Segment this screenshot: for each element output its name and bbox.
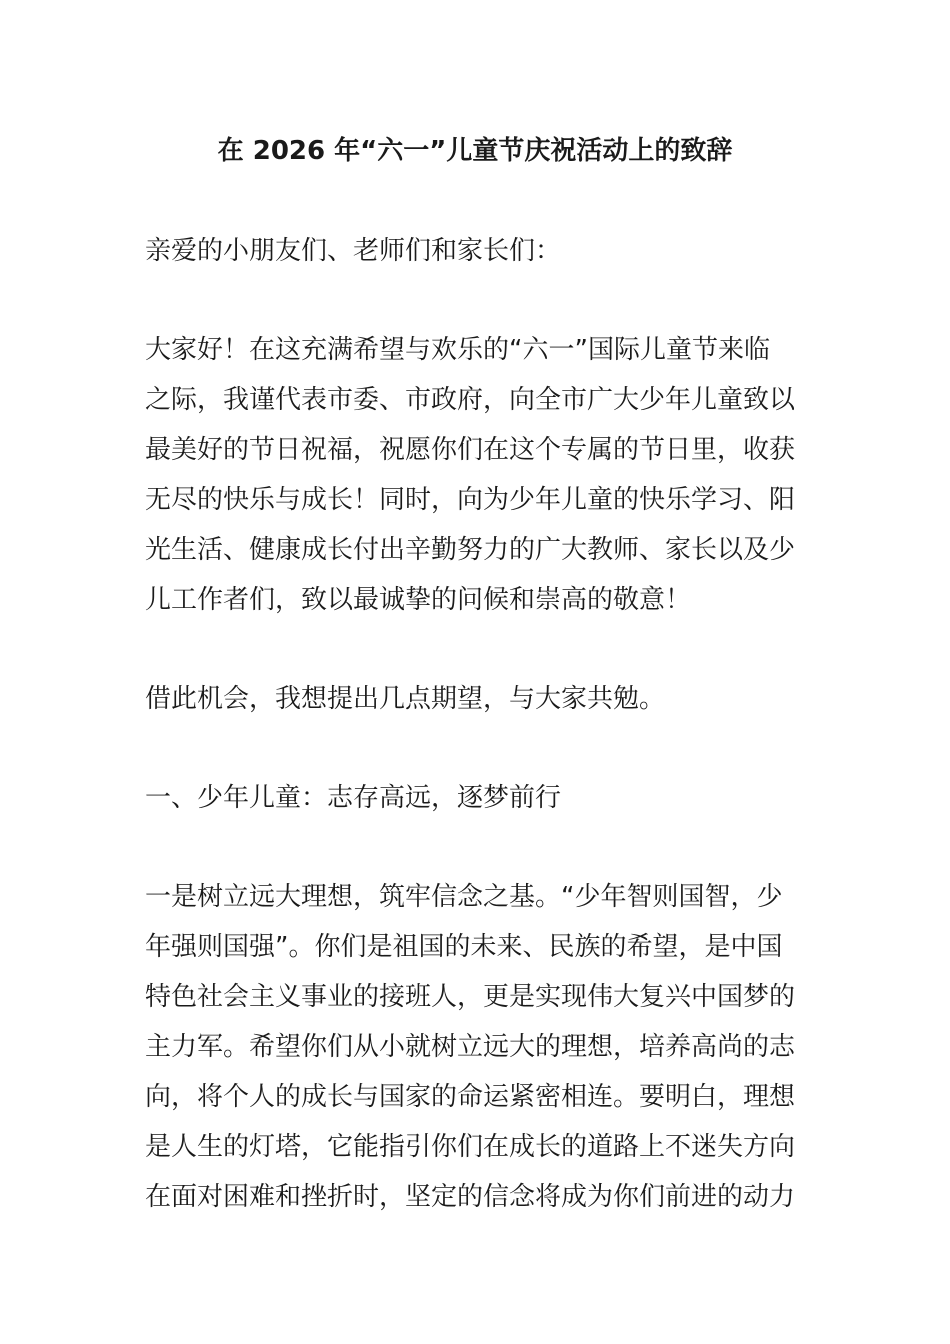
salutation	[145, 226, 807, 276]
intro-paragraph	[145, 674, 807, 724]
section-heading	[145, 773, 807, 823]
document-title: 在 2026 年“六一”儿童节庆祝活动上的致辞	[217, 136, 733, 166]
point-one-paragraph	[145, 872, 807, 1222]
paragraph-line: 是人生的灯塔，它能指引你们在成长的道路上不迷失方向	[145, 1132, 796, 1162]
paragraph-line: 在面对困难和挫折时，坚定的信念将成为你们前进的动力	[145, 1182, 796, 1212]
paragraph-line: 年强则国强”。你们是祖国的未来、民族的希望，是中国	[145, 932, 783, 962]
section-heading-line: 一、少年儿童：志存高远，逐梦前行	[145, 783, 562, 813]
paragraph-line: 一是树立远大理想，筑牢信念之基。“少年智则国智，少	[145, 882, 783, 912]
paragraph-line: 之际，我谨代表市委、市政府，向全市广大少年儿童致以	[145, 385, 796, 415]
paragraph-line: 无尽的快乐与成长！同时，向为少年儿童的快乐学习、阳	[145, 485, 796, 515]
paragraph-line: 借此机会，我想提出几点期望，与大家共勉。	[145, 684, 666, 714]
greeting-paragraph	[145, 325, 807, 625]
paragraph-line: 光生活、健康成长付出辛勤努力的广大教师、家长以及少	[145, 535, 796, 565]
salutation-line: 亲爱的小朋友们、老师们和家长们：	[145, 236, 562, 266]
paragraph-line: 最美好的节日祝福，祝愿你们在这个专属的节日里，收获	[145, 435, 796, 465]
paragraph-line: 特色社会主义事业的接班人，更是实现伟大复兴中国梦的	[145, 982, 796, 1012]
paragraph-line: 主力军。希望你们从小就树立远大的理想，培养高尚的志	[145, 1032, 796, 1062]
paragraph-line: 大家好！在这充满希望与欢乐的“六一”国际儿童节来临	[145, 335, 770, 365]
paragraph-line: 儿工作者们，致以最诚挚的问候和崇高的敬意！	[145, 585, 692, 615]
paragraph-line: 向，将个人的成长与国家的命运紧密相连。要明白，理想	[145, 1082, 796, 1112]
